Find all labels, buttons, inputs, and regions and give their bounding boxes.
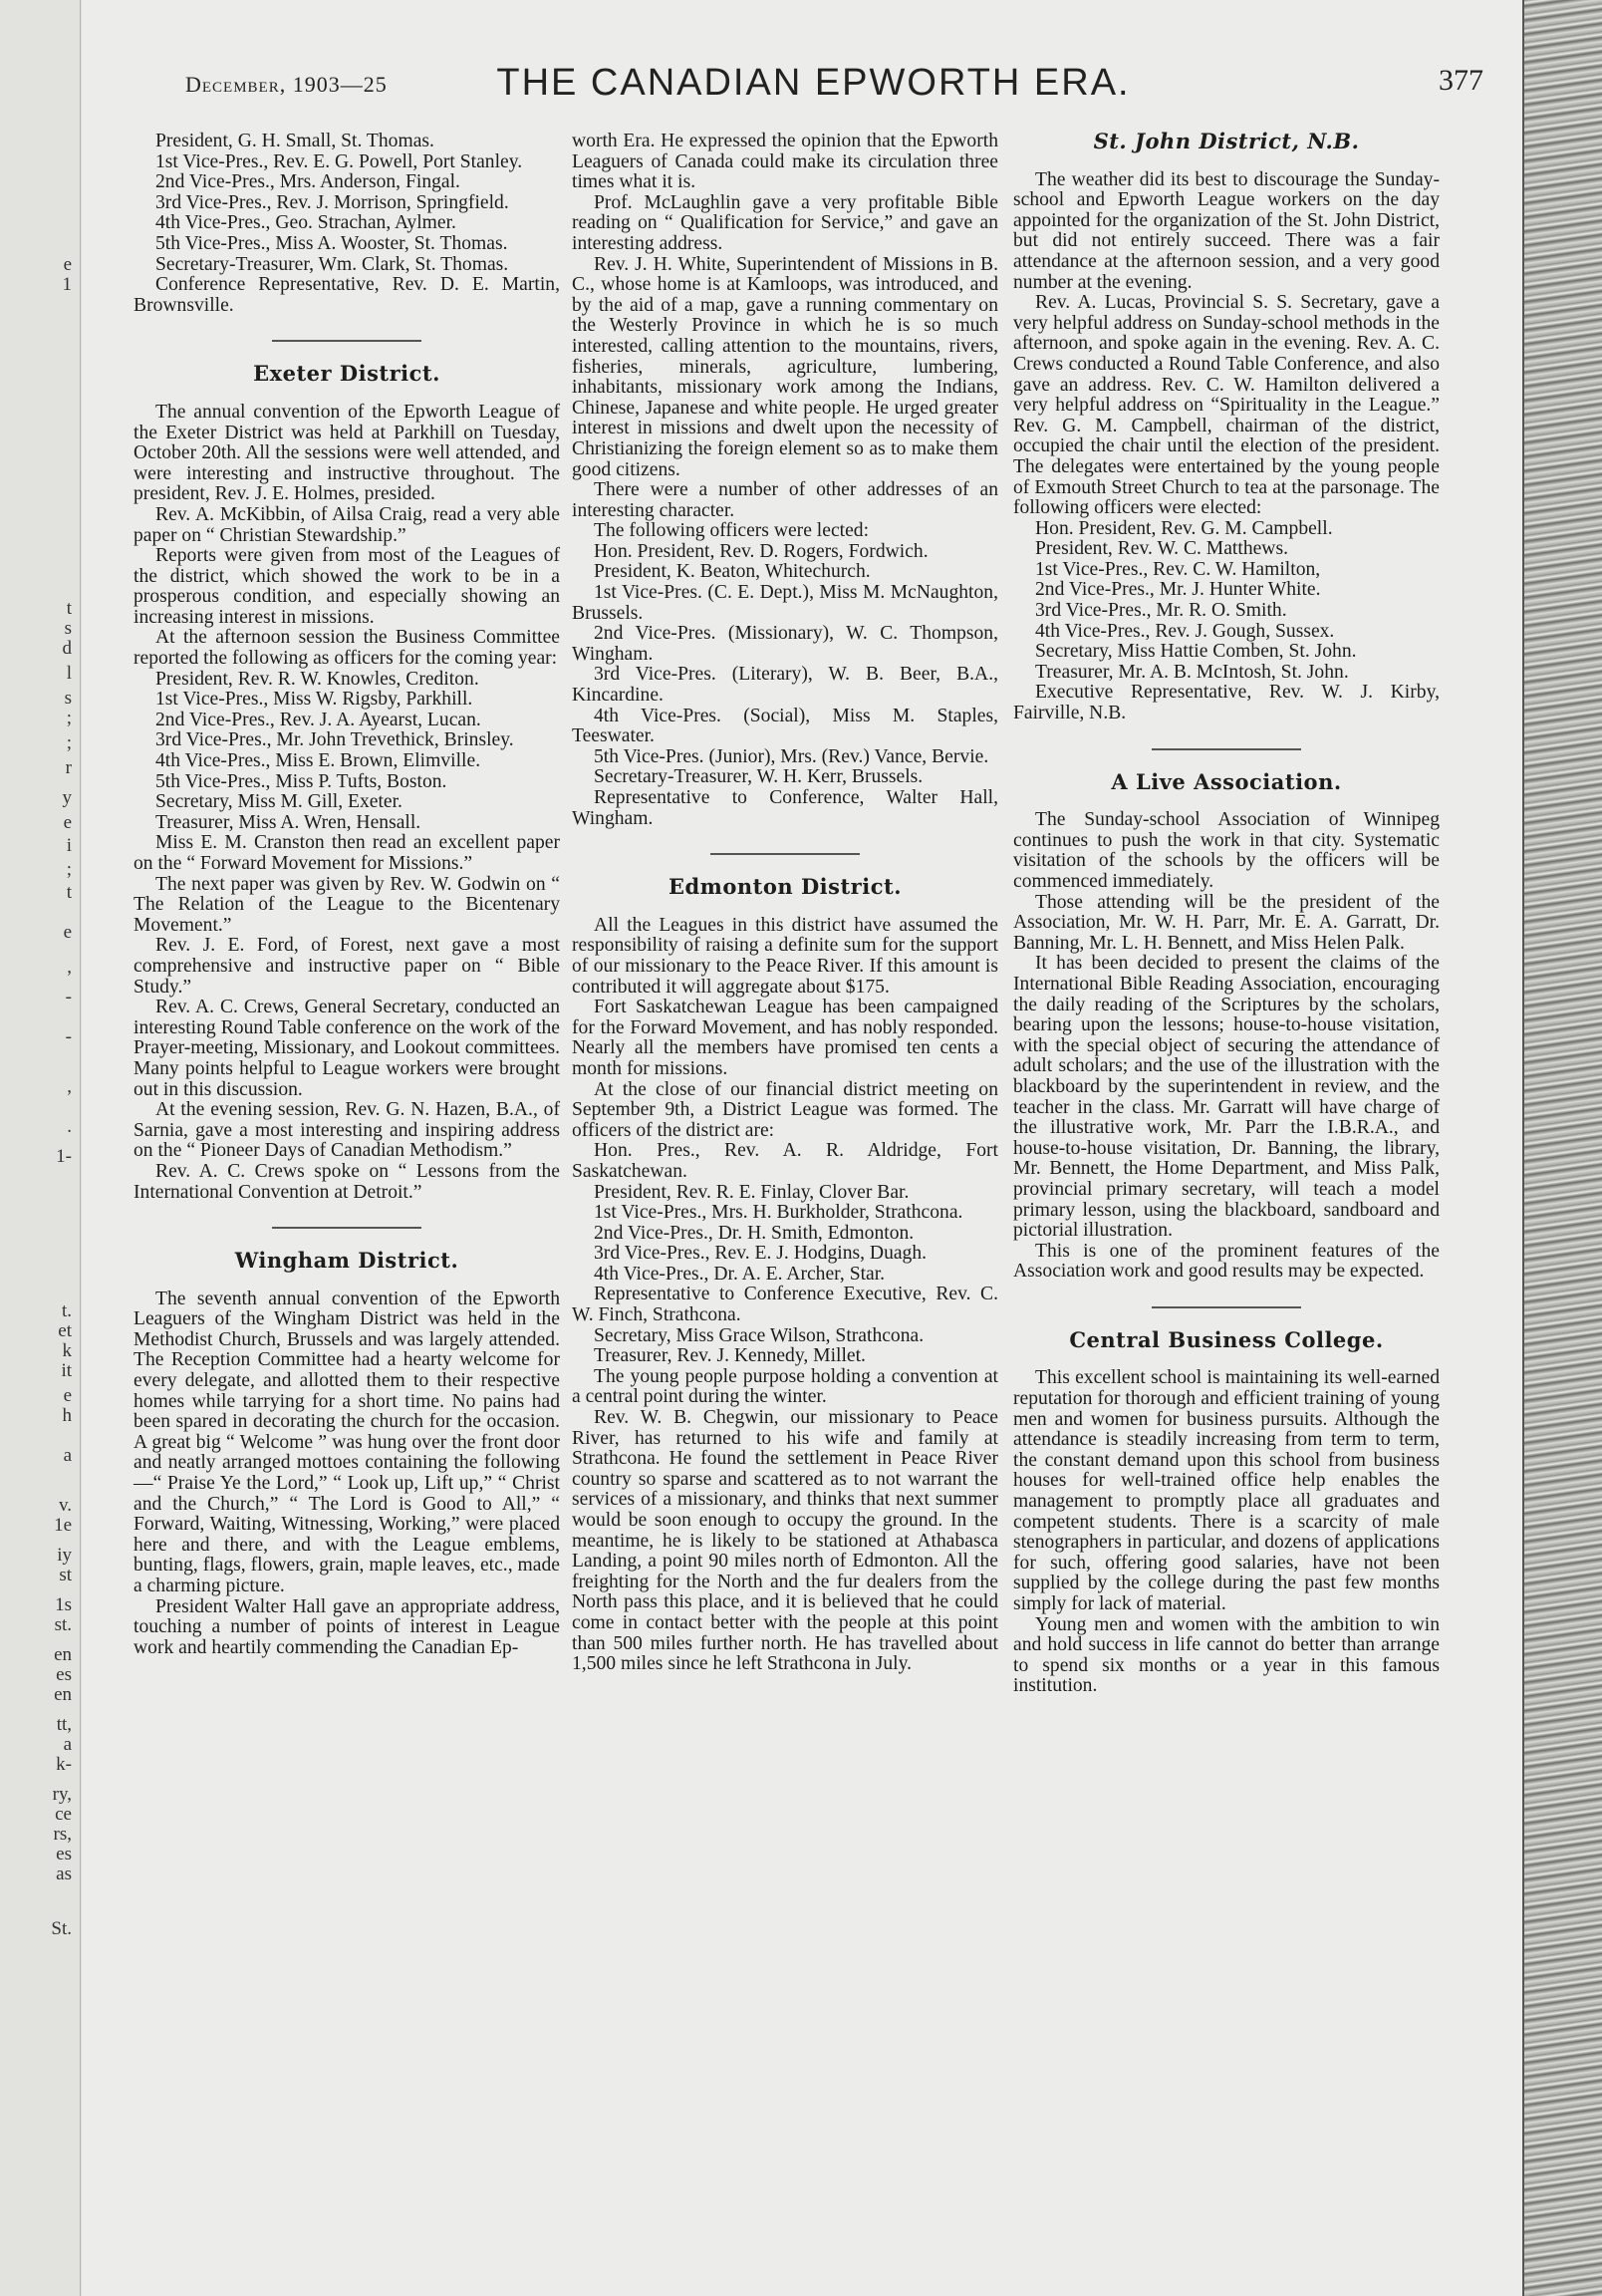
paragraph: 1st Vice-Pres., Miss W. Rigsby, Parkhill. (155, 689, 473, 711)
bleed-fragment: 1 (62, 274, 72, 295)
bleed-fragment: e (63, 254, 72, 275)
bleed-fragment: st. (54, 1614, 72, 1635)
paragraph: Rev. A. C. Crews spoke on “ Lessons from the International Convention at Detroit.” (134, 1160, 560, 1203)
column-1 (134, 132, 560, 1658)
bleed-fragment: s (64, 618, 72, 639)
bleed-fragment: e (63, 922, 72, 943)
bleed-fragment: it (61, 1360, 72, 1381)
paragraph: 2nd Vice-Pres. (Missionary), W. C. Thompson, Wingham. (572, 623, 998, 665)
bleed-fragment: e (63, 1385, 72, 1406)
bleed-fragment: d (62, 638, 72, 659)
section-wingham-continued (572, 132, 998, 829)
officer-line: 5th Vice-Pres., Miss A. Wooster, St. Thomas. (155, 232, 508, 254)
paragraph: 2nd Vice-Pres., Rev. J. A. Ayearst, Lucan. (155, 709, 481, 730)
paragraph: At the evening session, Rev. G. N. Hazen, B.A., of Sarnia, gave a most interesting and inspiring address on the “ Pioneer Days of Canadian Methodism.” (134, 1099, 560, 1162)
section-divider (1152, 748, 1301, 750)
bleed-fragment: y (62, 787, 72, 808)
bleed-fragment: a (63, 1734, 72, 1755)
bleed-fragment: et (58, 1320, 72, 1341)
bleed-fragment: , (67, 957, 72, 978)
paragraph: Rev. A. C. Crews, General Secretary, conducted an interesting Round Table conference on the work of the Prayer-meeting, Missionary, and Lookout committees. Many points helpful to League workers were brought out in this discussion. (134, 997, 560, 1100)
section-heading-wingham: Wingham District. (234, 1248, 459, 1274)
section-edmonton (572, 916, 998, 1675)
section-live-association (1013, 810, 1440, 1283)
paragraph: Those attending will be the president of the Association, Mr. W. H. Parr, Mr. E. A. Garratt, Dr. Banning, Mr. L. H. Bennett, and Miss Helen Palk. (1013, 891, 1440, 954)
officer-line: 1st Vice-Pres., Rev. C. W. Hamilton, (1035, 558, 1321, 580)
paragraph: President, Rev. R. W. Knowles, Crediton. (155, 668, 479, 690)
officer-line: Executive Representative, Rev. W. J. Kirby, Fairville, N.B. (1013, 682, 1440, 724)
page-number: 377 (1439, 64, 1483, 97)
paragraph: President Walter Hall gave an appropriate address, touching a number of points of interest in League work and heartily commending the Canadian Ep- (134, 1595, 560, 1658)
paragraph: 3rd Vice-Pres. (Literary), W. B. Beer, B.A., Kincardine. (572, 664, 998, 707)
section-central-business-college (1013, 1368, 1440, 1697)
paragraph: The seventh annual convention of the Epworth Leaguers of the Wingham District was held in the Methodist Church, Brussels and was largely attended. The Reception Committee had a hearty welcome for every delegate, and allotted them to their respective homes while tarrying for a short time. No pains had been spared in decorating the church for the occasion. A great big “ Welcome ” was hung over the front door and neatly arranged mottoes containing the following—“ Praise Ye the Lord,” “ Look up, Lift up,” “ Christ and the Church,” “ The Lord is Good to All,” “ Forward, Waiting, Witnessing, Working,” were placed here and there, and with the League emblems, bunting, flags, flowers, grain, maple leaves, etc., made a charming picture. (134, 1288, 560, 1596)
officer-line: 3rd Vice-Pres., Rev. J. Morrison, Springfield. (155, 191, 509, 213)
section-st-john (1013, 170, 1440, 519)
officer-line: 2nd Vice-Pres., Mrs. Anderson, Fingal. (155, 171, 460, 193)
officer-line: Treasurer, Mr. A. B. McIntosh, St. John. (1035, 661, 1349, 683)
paragraph: Rev. J. H. White, Superintendent of Missions in B. C., whose home is at Kamloops, was introduced, and by the aid of a map, gave a running commentary on the Westerly Province in which he is so much interested, calling attention to the mountains, rivers, fisheries, minerals, agriculture, lumbering, inhabitants, missionary work among the Indians, Chinese, Japanese and white people. He urged greater interest in missions and dwelt upon the necessity of Christianizing the foreign element so as to make them good citizens. (572, 253, 998, 480)
officer-line: 4th Vice-Pres., Geo. Strachan, Aylmer. (155, 212, 456, 234)
officer-list-st-john (1013, 519, 1440, 643)
paragraph: Hon. Pres., Rev. A. R. Aldridge, Fort Saskatchewan. (572, 1140, 998, 1182)
paragraph: 4th Vice-Pres., Miss E. Brown, Elimville. (155, 750, 481, 772)
bleed-fragment: 1s (55, 1594, 72, 1615)
section-wingham (134, 1290, 560, 1659)
officer-line: 4th Vice-Pres., Rev. J. Gough, Sussex. (1035, 620, 1335, 642)
officer-line: Hon. President, Rev. G. M. Campbell. (1035, 517, 1333, 539)
bleed-fragment: es (56, 1664, 72, 1685)
paragraph: Miss E. M. Cranston then read an excellent paper on the “ Forward Movement for Missions.” (134, 832, 560, 874)
paragraph: Rev. J. E. Ford, of Forest, next gave a most comprehensive and instructive paper on “ Bible Study.” (134, 935, 560, 998)
paragraph: 4th Vice-Pres. (Social), Miss M. Staples, Teeswater. (572, 705, 998, 747)
bleed-fragment: . (67, 1116, 72, 1137)
bleed-fragment: as (56, 1864, 72, 1884)
paragraph: 2nd Vice-Pres., Dr. H. Smith, Edmonton. (594, 1222, 915, 1244)
bleed-fragment: en (54, 1684, 72, 1705)
bleed-fragment: - (65, 987, 72, 1007)
bleed-fragment: a (63, 1445, 72, 1466)
paragraph: This excellent school is maintaining its well-earned reputation for thorough and efficient training of young men and women for business pursuits. Although the attendance is steadily increasing from term to term, the constant demand upon this school from business houses for well-trained office help enables the management to promptly place all graduates and competent students. There is a scarcity of male stenographers in particular, and dozens of applications for such, offering good salaries, have not been supplied by the college during the past few months simply for lack of material. (1013, 1367, 1440, 1614)
bleed-fragment: h (62, 1405, 72, 1426)
publication-title: THE CANADIAN EPWORTH ERA. (496, 62, 1131, 104)
officer-line: Secretary-Treasurer, Wm. Clark, St. Thomas. (155, 253, 509, 275)
officer-line: 2nd Vice-Pres., Mr. J. Hunter White. (1035, 579, 1321, 601)
paragraph: 1st Vice-Pres., Mrs. H. Burkholder, Strathcona. (594, 1202, 963, 1224)
bleed-fragment: ; (66, 732, 72, 753)
bleed-fragment: k- (56, 1754, 72, 1775)
bleed-fragment: en (54, 1644, 72, 1665)
bleed-fragment: r (65, 757, 72, 778)
column-2 (572, 132, 998, 1675)
left-page-bleed (0, 0, 81, 2296)
section-exeter (134, 403, 560, 1203)
newspaper-page (82, 0, 1522, 2296)
section-heading-central-business-college: Central Business College. (1069, 1326, 1384, 1352)
paragraph: Rev. A. McKibbin, of Ailsa Craig, read a very able paper on “ Christian Stewardship.” (134, 503, 560, 546)
paragraph: President, K. Beaton, Whitechurch. (594, 561, 871, 583)
paragraph: worth Era. He expressed the opinion that the Epworth Leaguers of Canada could make its circulation three times what it is. (572, 131, 998, 193)
paragraph: Secretary, Miss M. Gill, Exeter. (155, 791, 402, 813)
bleed-fragment: s (64, 688, 72, 709)
paragraph: 4th Vice-Pres., Dr. A. E. Archer, Star. (594, 1263, 886, 1285)
section-heading-edmonton: Edmonton District. (668, 874, 903, 900)
bleed-fragment: l (66, 663, 72, 684)
column-3 (1013, 129, 1440, 1697)
bleed-fragment: ; (66, 859, 72, 880)
bleed-fragment: k (62, 1340, 72, 1361)
officer-line: Secretary, Miss Hattie Comben, St. John. (1035, 641, 1357, 663)
paragraph: Secretary-Treasurer, W. H. Kerr, Brussels. (594, 766, 924, 788)
paragraph: Fort Saskatchewan League has been campaigned for the Forward Movement, and has nobly responded. Nearly all the members have promised ten cents a month for missions. (572, 997, 998, 1079)
bleed-fragment: tt, (56, 1714, 72, 1735)
bleed-fragment: es (56, 1844, 72, 1865)
paragraph: 1st Vice-Pres. (C. E. Dept.), Miss M. McNaughton, Brussels. (572, 582, 998, 624)
officer-line: Conference Representative, Rev. D. E. Martin, Brownsville. (134, 274, 560, 316)
section-divider (272, 340, 421, 342)
officer-line: 1st Vice-Pres., Rev. E. G. Powell, Port Stanley. (155, 150, 523, 172)
paragraph: The annual convention of the Epworth League of the Exeter District was held at Parkhill on Tuesday, October 20th. All the sessions were well attended, and were interesting and instructive throughout. The president, Rev. J. E. Holmes, presided. (134, 401, 560, 505)
bleed-fragment: , (67, 1076, 72, 1097)
officer-line: 3rd Vice-Pres., Mr. R. O. Smith. (1035, 600, 1287, 622)
paragraph: There were a number of other addresses of an interesting character. (572, 479, 998, 521)
paragraph: Treasurer, Miss A. Wren, Hensall. (155, 811, 421, 833)
right-page-edge (1522, 0, 1602, 2296)
section-divider (272, 1227, 421, 1229)
paragraph: Reports were given from most of the Leagues of the district, which showed the work to be in a prosperous condition, and especially showing an increasing interest in missions. (134, 545, 560, 628)
paragraph: Rev. A. Lucas, Provincial S. S. Secretary, gave a very helpful address on Sunday-school methods in the afternoon, and spoke again in the evening. Rev. A. C. Crews conducted a Round Table Conference, and also gave an address. Rev. C. W. Hamilton delivered a very helpful address on “Spirituality in the League.” Rev. G. M. Campbell, chairman of the district, occupied the chair until the election of the president. The delegates were entertained by the young people of Exmouth Street Church to tea at the parsonage. The following officers were elected: (1013, 292, 1440, 519)
bleed-fragment: rs, (53, 1824, 72, 1845)
paragraph: 5th Vice-Pres. (Junior), Mrs. (Rev.) Vance, Bervie. (594, 745, 989, 767)
bleed-fragment: 1e (54, 1515, 72, 1536)
section-heading-live-association: A Live Association. (1111, 768, 1342, 794)
paragraph: Representative to Conference, Walter Hall, Wingham. (572, 787, 998, 829)
paragraph: It has been decided to present the claims of the International Bible Reading Association, encouraging the daily reading of the Scriptures by the scholars, bearing upon the lessons; house-to-house visitation, with the special object of securing the attendance of adult scholars; and the use of the illustration with the blackboard by the superintendent in review, and the teacher in the class. Mr. Garratt will have charge of the illustrative work, Mr. Parr the I.B.R.A., and house-to-house visitation, Dr. Banning, the library, Mr. Bennett, the Home Department, and Miss Palk, provincial primary secretary, will teach a model primary lesson, using the blackboard, sandboard and pictorial illustration. (1013, 953, 1440, 1242)
paragraph: At the afternoon session the Business Committee reported the following as officers for the coming year: (134, 627, 560, 670)
section-divider (710, 853, 860, 855)
paragraph: The young people purpose holding a convention at a central point during the winter. (572, 1365, 998, 1408)
bleed-fragment: st (59, 1565, 72, 1585)
paragraph: 3rd Vice-Pres., Rev. E. J. Hodgins, Duagh. (594, 1243, 928, 1265)
officer-line: President, Rev. W. C. Matthews. (1035, 538, 1288, 560)
bleed-fragment: ; (66, 708, 72, 728)
paragraph: The Sunday-school Association of Winnipeg continues to push the work in that city. Systematic visitation of the schools by the officers will be commenced immediately. (1013, 809, 1440, 892)
bleed-fragment: 1- (56, 1146, 72, 1167)
bleed-fragment: iy (57, 1545, 72, 1566)
paragraph: 5th Vice-Pres., Miss P. Tufts, Boston. (155, 770, 447, 792)
paragraph: The weather did its best to discourage the Sunday-school and Epworth League workers on the day appointed for the organization of the St. John District, but did not entirely succeed. There was a fair attendance at the afternoon session, and a very good number at the evening. (1013, 168, 1440, 293)
bleed-fragment: v. (58, 1495, 72, 1516)
bleed-fragment: t. (61, 1300, 72, 1321)
page-header (134, 62, 1493, 112)
paragraph: Hon. President, Rev. D. Rogers, Fordwich. (594, 540, 929, 562)
paragraph: Young men and women with the ambition to win and hold success in life cannot do better than arrange to spend six months or a year in this famous institution. (1013, 1613, 1440, 1697)
bleed-fragment: e (63, 812, 72, 833)
bleed-fragment: ce (55, 1804, 72, 1825)
header-date: December, 1903—25 (185, 72, 388, 97)
section-divider (1152, 1306, 1301, 1308)
paragraph: Representative to Conference Executive, Rev. C. W. Finch, Strathcona. (572, 1284, 998, 1326)
paragraph: The next paper was given by Rev. W. Godwin on “ The Relation of the League to the Bicentenary Movement.” (134, 873, 560, 936)
bleed-fragment: - (65, 1026, 72, 1047)
bleed-fragment: St. (51, 1918, 72, 1939)
paragraph: Treasurer, Rev. J. Kennedy, Millet. (594, 1345, 866, 1367)
paragraph: 3rd Vice-Pres., Mr. John Trevethick, Brinsley. (155, 729, 514, 751)
officer-line: President, G. H. Small, St. Thomas. (155, 131, 434, 151)
paragraph: Rev. W. B. Chegwin, our missionary to Peace River, has returned to his wife and family at Strathcona. He found the settlement in Peace River country so sparse and scattered as to not warrant the services of a missionary, and thinks that next summer would be soon enough to occupy the ground. In the meantime, he is likely to be stationed at Athabasca Landing, a point 90 miles north of Edmonton. All the freighting for the North and the fur dealers from the North pass this place, and it is believed that he could come in contact better with the people at this point than 500 miles further north. He has travelled about 1,500 miles since he left Strathcona in July. (572, 1407, 998, 1675)
section-heading-st-john: St. John District, N.B. (1093, 129, 1360, 153)
bleed-fragment: i (66, 835, 72, 856)
paragraph: This is one of the prominent features of the Association work and good results may be expected. (1013, 1240, 1440, 1283)
section-heading-exeter: Exeter District. (253, 361, 440, 387)
bleed-fragment: t (66, 882, 72, 903)
bleed-fragment: ry, (52, 1784, 72, 1805)
paragraph: President, Rev. R. E. Finlay, Clover Bar. (594, 1181, 910, 1203)
paragraph: Prof. McLaughlin gave a very profitable Bible reading on “ Qualification for Service,” and gave an interesting address. (572, 191, 998, 254)
paragraph: All the Leagues in this district have assumed the responsibility of raising a definite sum for the support of our missionary to the Peace River. If this amount is contributed it will aggregate about $175. (572, 914, 998, 998)
bleed-fragment: t (66, 598, 72, 619)
paragraph: At the close of our financial district meeting on September 9th, a District League was formed. The officers of the district are: (572, 1078, 998, 1141)
paragraph: Secretary, Miss Grace Wilson, Strathcona. (594, 1324, 925, 1346)
paragraph: The following officers were lected: (594, 520, 870, 542)
officer-list-st-thomas (134, 132, 560, 316)
officer-list-st-john-more (1013, 642, 1440, 723)
